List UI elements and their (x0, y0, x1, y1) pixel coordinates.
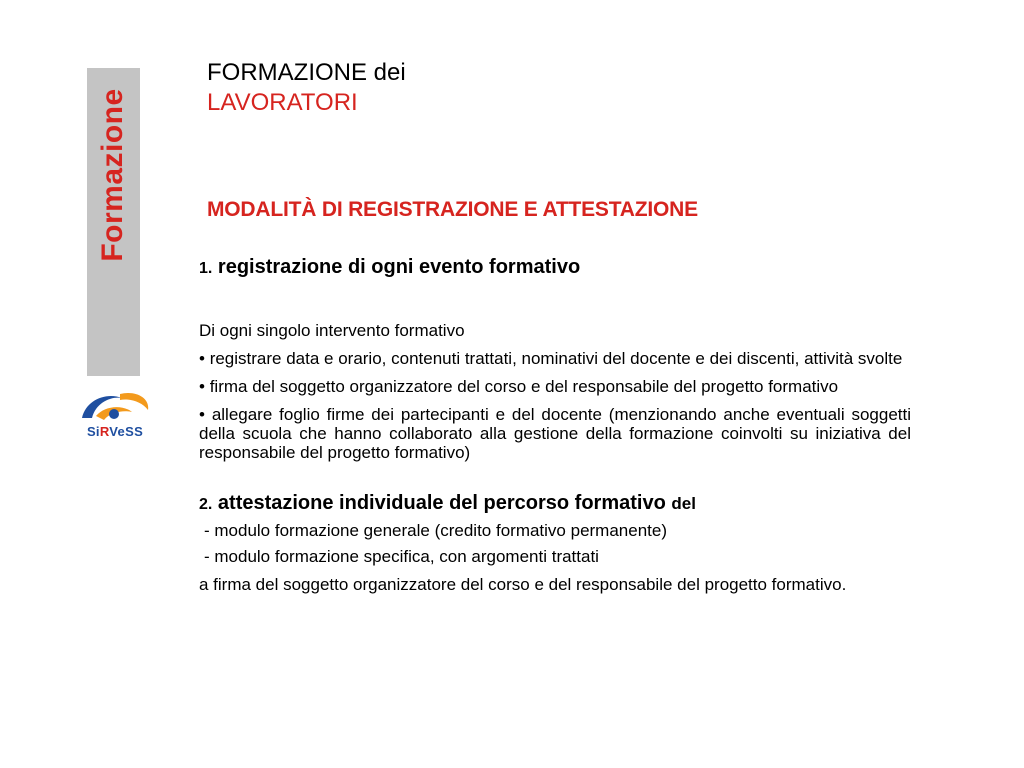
section1-intro: Di ogni singolo intervento formativo (199, 321, 465, 340)
title-line2: LAVORATORI (207, 89, 358, 116)
module-item: - modulo formazione generale (credito formativo permanente) (204, 521, 668, 540)
section2-closing: a firma del soggetto organizzatore del corso e del responsabile del progetto formativo. (199, 575, 847, 594)
section2-heading: 2. attestazione individuale del percorso formativo del (199, 492, 696, 514)
bullet-item: • allegare foglio firme dei partecipanti e del docente (menzionando anche eventuali soggetti della scuola che hanno collaborato alla gestione della formazione coinvolti su iniziativa del responsabile del progetto formativo) (199, 405, 911, 462)
section-title: MODALITÀ DI REGISTRAZIONE E ATTESTAZIONE (207, 198, 698, 221)
title-line1: FORMAZIONE dei (207, 59, 406, 86)
bullet-item: • firma del soggetto organizzatore del corso e del responsabile del progetto formativo (199, 377, 839, 396)
content-body (199, 258, 911, 594)
bullet-item: • registrare data e orario, contenuti trattati, nominativi del docente e dei discenti, attività svolte (199, 349, 903, 368)
module-item: - modulo formazione specifica, con argomenti trattati (204, 547, 599, 566)
logo-text: SiRVeSS (86, 424, 144, 439)
page-title (207, 58, 406, 118)
section1-heading: 1. registrazione di ogni evento formativo (199, 256, 581, 278)
sidebar-label: Formazione (96, 88, 129, 262)
